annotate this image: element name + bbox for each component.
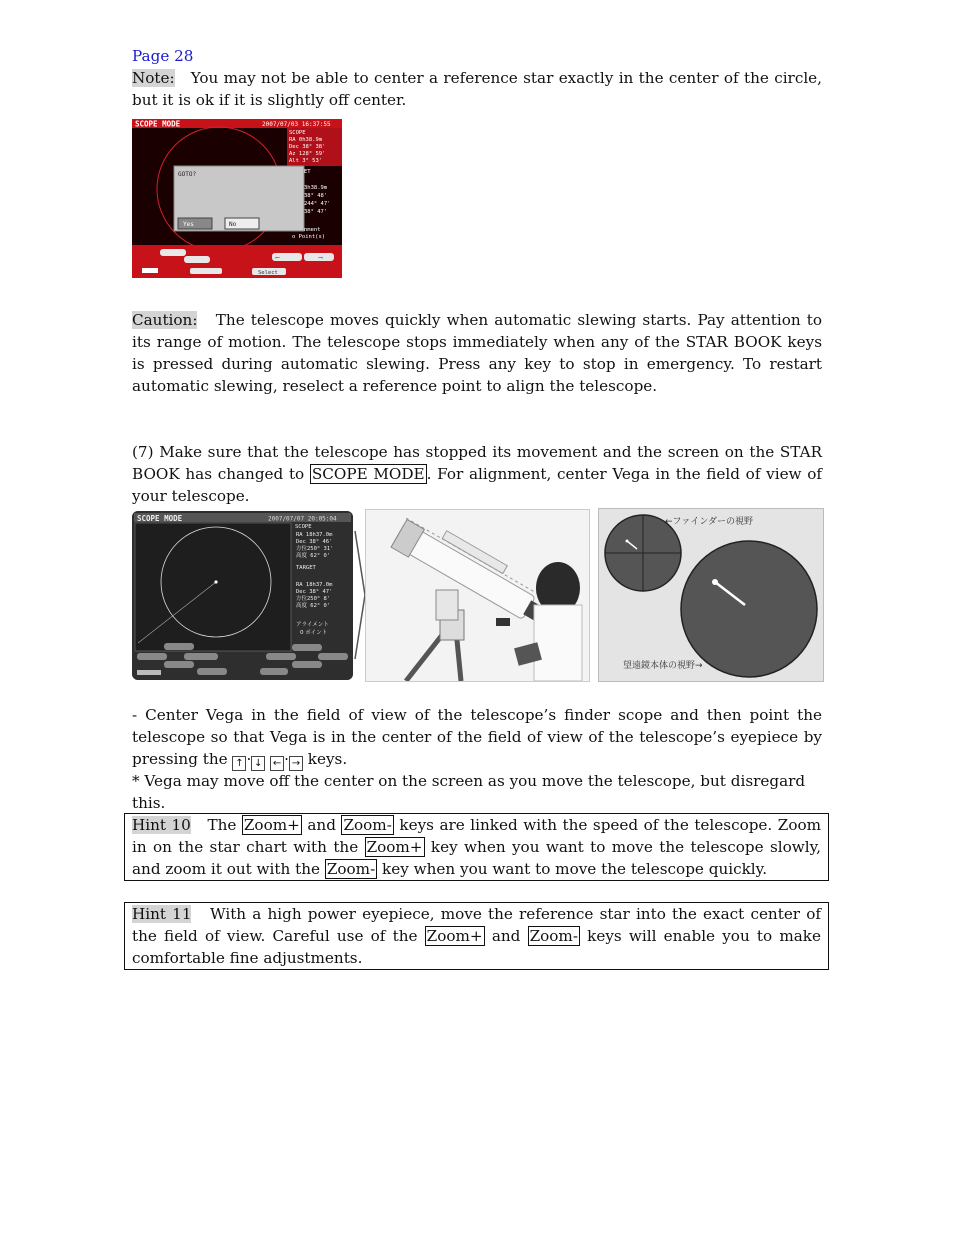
hint10-paragraph [132, 814, 821, 880]
screen2-target-row: RA 18h37.0m [296, 582, 333, 588]
screen2-target-row: 高度 62° 0' [296, 603, 331, 609]
hint11-paragraph [132, 903, 821, 969]
scope-mode-screen-graphic [132, 511, 353, 680]
screen2-target-label: TARGET [296, 565, 316, 571]
screen2-target-row: 方位250° 8' [296, 596, 331, 602]
hint11-label: Hint 11 [132, 905, 192, 923]
screen2-row: 高度 62° 0' [296, 553, 331, 559]
goto-dialog-title: GOTO? [178, 171, 197, 178]
note-text: You may not be able to center a reference star exactly in the center of the circle, but it is ok if it is slightly off center. [132, 69, 822, 109]
zoom-minus-key: Zoom- [529, 927, 578, 945]
vega-footnote: * Vega may move off the center on the screen as you move the telescope, but disregard this. [132, 772, 806, 812]
screen1-align-row: nment [304, 227, 321, 233]
screen1-align-row: o Point(s) [292, 234, 326, 240]
zoom-minus-key: Zoom- [343, 816, 392, 834]
zoom-plus-key: Zoom+ [243, 816, 300, 834]
starbook-goto-screenshot [132, 119, 342, 278]
screen1-arrow-right: → [318, 254, 324, 262]
center-vega-text: - Center Vega in the field of view of the telescope’s finder scope and then point the telescope so that Vega is in the center of the field of view of the telescope’s eyepiece by pressing the [132, 706, 822, 768]
finder-view-label: ←ファインダーの視野 [665, 517, 754, 527]
screen1-row: Alt 3° 53' [289, 158, 323, 164]
yes-label: Yes [183, 221, 194, 228]
hint11-text: keys will enable you to make comfortable fine adjustments. [132, 927, 821, 967]
hint10-text: key when you want to move the telescope slowly, and zoom it out with the [132, 838, 821, 878]
zoom-plus-key: Zoom+ [366, 838, 423, 856]
screen1-target-row: 3h38.9m [304, 185, 328, 191]
scope-mode-screenshot [132, 511, 353, 680]
keys-suffix: keys. [307, 750, 348, 768]
screen1-row: Az 128° 59' [289, 151, 326, 157]
screen1-datetime: 2007/07/03 16:37:55 [262, 121, 331, 128]
telescope-illustration [366, 510, 589, 681]
hint10-label: Hint 10 [132, 816, 191, 834]
screen1-target-row: 38° 48' [304, 193, 328, 199]
screen1-title: SCOPE MODE [135, 119, 181, 129]
caution-label: Caution: [132, 311, 198, 329]
down-arrow-key-icon: ↓ [251, 756, 265, 771]
screen1-row: RA 0h38.9m [289, 137, 323, 143]
step7-prefix: (7) Make sure that the telescope has stopped its movement and the screen on the STAR BOOK has changed to [132, 443, 822, 483]
screen2-row: Dec 38° 46' [296, 539, 333, 545]
finder-views-illustration [598, 508, 824, 682]
screen2-title: SCOPE MODE [137, 514, 183, 523]
note-paragraph [132, 67, 822, 111]
goto-screen-graphic [132, 119, 342, 278]
zoom-minus-key: Zoom- [326, 860, 376, 878]
screen1-target-row: 244° 47' [304, 201, 331, 207]
note-label: Note: [132, 69, 175, 87]
center-vega-paragraph: - Center Vega in the field of view of the telescope’s finder scope and then point the telescope so that Vega is in the center of the field of view of the telescope’s eyepiece by pressing the ↑ · ↓ ← · → keys. [132, 706, 822, 769]
screen1-row: Dec 38° 38' [289, 144, 326, 150]
zoom-plus-key: Zoom+ [426, 927, 483, 945]
telescope-photo [365, 509, 590, 682]
hint10-text: The [207, 816, 237, 834]
hint10-text: keys are linked with the speed of the telescope. Zoom in on the star chart with the [132, 816, 822, 856]
hint11-text: and [491, 927, 521, 945]
screen2-row: 方位250° 31' [296, 546, 334, 552]
caution-text: The telescope moves quickly when automatic slewing starts. Pay attention to its range of motion. The telescope stops immediately when any of the STAR BOOK keys is pressed during automatic slewing. Press any key to stop in emergency. To restart automatic slewing, reselect a reference point to align the telescope. [132, 311, 823, 395]
screen2-datetime: 2007/07/07 20:05:04 [268, 515, 337, 523]
screen1-arrow-left: ← [275, 254, 281, 262]
page-number: Page 28 [132, 47, 194, 65]
left-arrow-key-icon: ← [270, 756, 284, 771]
screen1-target-label: ET [304, 169, 311, 175]
screen2-row: RA 18h37.0m [296, 532, 333, 538]
screen1-panel-header: SCOPE [289, 130, 306, 136]
screen2-align-row: 0 ポイント [300, 630, 328, 636]
hint10-text: key when you want to move the telescope quickly. [382, 860, 768, 878]
right-arrow-key-icon: → [289, 756, 303, 771]
main-view-label: 望遠鏡本体の視野→ [623, 661, 703, 671]
caution-paragraph [132, 309, 822, 397]
select-label: Select [258, 270, 278, 276]
step7-paragraph [132, 441, 822, 507]
screen2-target-row: Dec 38° 47' [296, 589, 333, 595]
step7-suffix: . For alignment, center Vega in the field of view of your telescope. [132, 465, 823, 505]
hint11-text: With a high power eyepiece, move the reference star into the exact center of the field of view. Careful use of the [132, 905, 822, 945]
no-label: No [229, 221, 237, 228]
hint10-text: and [307, 816, 336, 834]
up-arrow-key-icon: ↑ [232, 756, 246, 771]
screen1-target-row: 38° 47' [304, 209, 328, 215]
finder-views-graphic [599, 509, 823, 681]
screen2-align-row: アライメント [296, 622, 329, 628]
screen2-panel-header: SCOPE [295, 524, 312, 530]
scope-mode-key: SCOPE MODE [311, 465, 425, 483]
